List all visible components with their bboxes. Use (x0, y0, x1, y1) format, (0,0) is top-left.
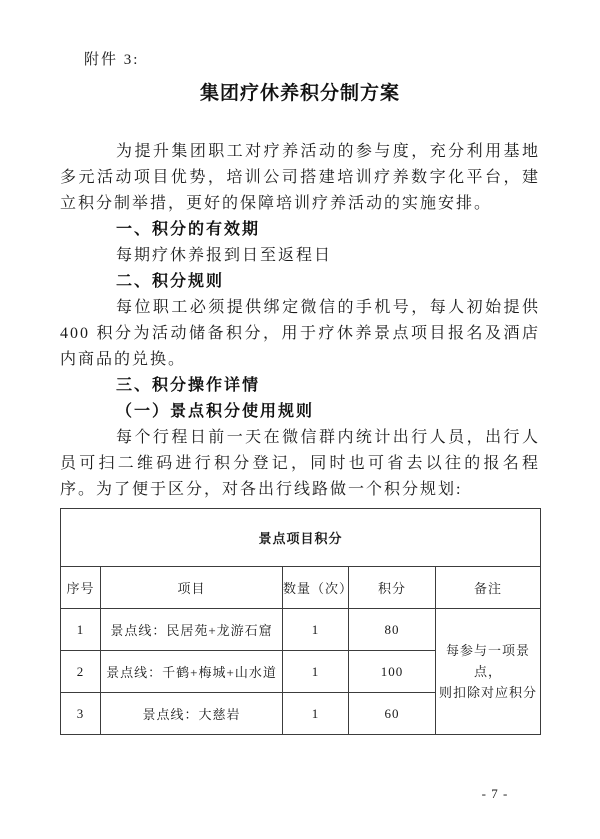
cell-remark (436, 609, 541, 735)
scenic-points-table (60, 508, 541, 735)
document-content (60, 0, 540, 735)
intro-paragraph: 为提升集团职工对疗养活动的参与度，充分利用基地多元活动项目优势，培训公司搭建培训疗养数字化平台，建立积分制举措，更好的保障培训疗养活动的实施安排。 (60, 143, 540, 212)
cell-no: 1 (61, 609, 101, 651)
heading-validity-period: 一、积分的有效期 (116, 221, 261, 238)
col-header-points: 积分 (349, 567, 436, 609)
heading-scenic-points-usage: （一）景点积分使用规则 (116, 403, 315, 420)
scenic-points-usage-text: 每个行程日前一天在微信群内统计出行人员，出行人员可扫二维码进行积分登记，同时也可省去以往的报名程序。为了便于区分，对各出行线路做一个积分规划: (60, 429, 540, 498)
cell-count: 1 (283, 693, 349, 735)
body-block (60, 139, 540, 503)
table-header-row (61, 567, 541, 609)
heading-points-rules: 二、积分规则 (116, 273, 225, 290)
attachment-label: 附件 3: (84, 52, 140, 68)
col-header-count: 数量（次） (283, 567, 349, 609)
cell-points: 60 (349, 693, 436, 735)
remark-line: 则扣除对应积分 (439, 685, 538, 700)
cell-count: 1 (283, 651, 349, 693)
heading-operation-details: 三、积分操作详情 (116, 377, 261, 394)
col-header-remark: 备注 (436, 567, 541, 609)
cell-item: 景点线：大慈岩 (101, 693, 283, 735)
page-number: - 7 - (481, 786, 509, 801)
col-header-item: 项目 (101, 567, 283, 609)
cell-points: 80 (349, 609, 436, 651)
cell-item: 景点线：民居苑+龙游石窟 (101, 609, 283, 651)
cell-no: 2 (61, 651, 101, 693)
table-title: 景点项目积分 (61, 509, 541, 567)
cell-item: 景点线：千鹤+梅城+山水道 (101, 651, 283, 693)
table-row (61, 609, 541, 651)
cell-count: 1 (283, 609, 349, 651)
table-title-row (61, 509, 541, 567)
validity-period-text: 每期疗休养报到日至返程日 (116, 247, 333, 264)
cell-no: 3 (61, 693, 101, 735)
remark-line: 每参与一项景点， (446, 643, 531, 679)
cell-points: 100 (349, 651, 436, 693)
points-rules-text: 每位职工必须提供绑定微信的手机号，每人初始提供 400 积分为活动储备积分，用于疗休养景点项目报名及酒店内商品的兑换。 (60, 299, 540, 368)
page-title: 集团疗休养积分制方案 (199, 83, 400, 104)
col-header-no: 序号 (61, 567, 101, 609)
